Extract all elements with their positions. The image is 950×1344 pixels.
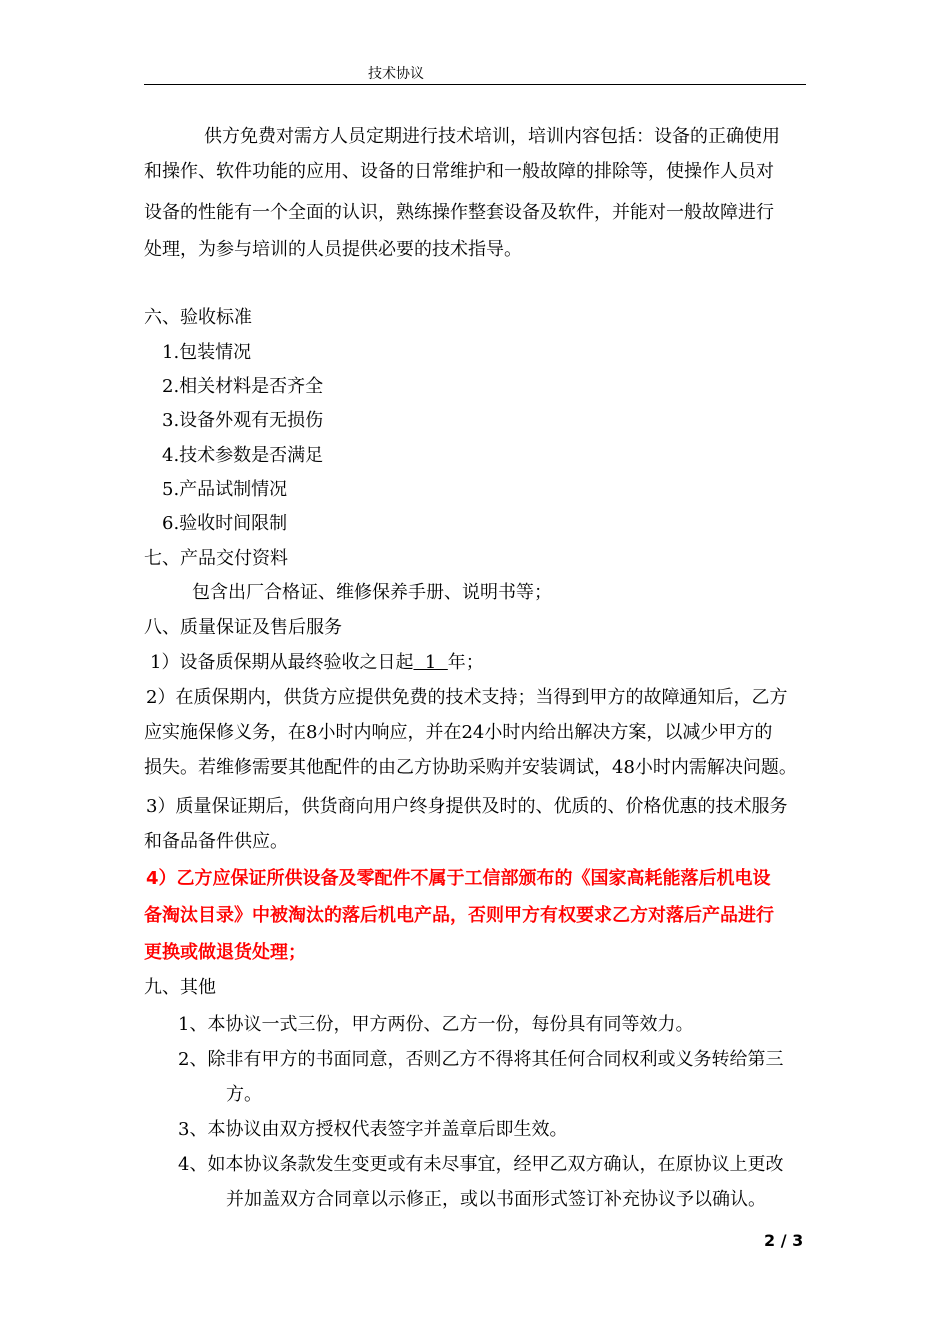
section9-item-1: 1、本协议一式三份，甲方两份、乙方一份，每份具有同等效力。 [178,1014,694,1035]
section9-item-2-line-2: 方。 [226,1084,262,1105]
section6-item-4: 4.技术参数是否满足 [162,445,324,466]
section8-item-2-line-1: 2）在质保期内，供货方应提供免费的技术支持；当得到甲方的故障通知后，乙方 [146,687,788,708]
training-line-2: 和操作、软件功能的应用、设备的日常维护和一般故障的排除等，使操作人员对 [144,161,774,182]
page-header-title: 技术协议 [368,66,424,82]
section8-item-4-line-2: 备淘汰目录》中被淘汰的落后机电产品，否则甲方有权要求乙方对落后产品进行 [144,905,774,926]
page-number: 2 / 3 [764,1231,804,1250]
warranty-prefix: 1）设备质保期从最终验收之日起 [150,652,414,673]
section7-body: 包含出厂合格证、维修保养手册、说明书等； [192,582,552,603]
section8-item-4-line-3: 更换或做退货处理； [144,942,306,963]
training-line-1: 供方免费对需方人员定期进行技术培训，培训内容包括：设备的正确使用 [204,126,780,147]
section9-item-4-line-2: 并加盖双方合同章以示修正，或以书面形式签订补充协议予以确认。 [226,1189,766,1210]
warranty-suffix: 年； [447,652,484,673]
warranty-years-value: 1 [413,652,448,673]
section8-item-3-line-2: 和备品备件供应。 [144,831,288,852]
training-line-4: 处理，为参与培训的人员提供必要的技术指导。 [144,239,522,260]
section9-item-2-line-1: 2、除非有甲方的书面同意，否则乙方不得将其任何合同权利或义务转给第三 [178,1049,784,1070]
section9-item-3: 3、本协议由双方授权代表签字并盖章后即生效。 [178,1119,568,1140]
section9-item-4-line-1: 4、如本协议条款发生变更或有未尽事宜，经甲乙双方确认，在原协议上更改 [178,1154,784,1175]
section8-item-4-line-1: 4）乙方应保证所供设备及零配件不属于工信部颁布的《国家高耗能落后机电设 [146,868,771,889]
section8-item-2-line-3: 损失。若维修需要其他配件的由乙方协助采购并安装调试，48小时内需解决问题。 [144,757,797,778]
section8-item-3-line-1: 3）质量保证期后，供货商向用户终身提供及时的、优质的、价格优惠的技术服务 [146,796,788,817]
training-line-3: 设备的性能有一个全面的认识，熟练操作整套设备及软件，并能对一般故障进行 [144,202,774,223]
header-divider [144,84,806,85]
section6-item-5: 5.产品试制情况 [162,479,288,500]
section9-heading: 九、其他 [144,977,216,998]
section8-heading: 八、质量保证及售后服务 [144,617,342,638]
section6-item-2: 2.相关材料是否齐全 [162,376,324,397]
section6-item-3: 3.设备外观有无损伤 [162,410,324,431]
section6-item-1: 1.包装情况 [162,342,252,363]
section6-item-6: 6.验收时间限制 [162,513,288,534]
section7-heading: 七、产品交付资料 [144,548,288,569]
section6-heading: 六、验收标准 [144,307,252,328]
section8-item-2-line-2: 应实施保修义务，在8小时内响应，并在24小时内给出解决方案，以减少甲方的 [144,722,773,743]
section8-item-1 [150,650,484,676]
